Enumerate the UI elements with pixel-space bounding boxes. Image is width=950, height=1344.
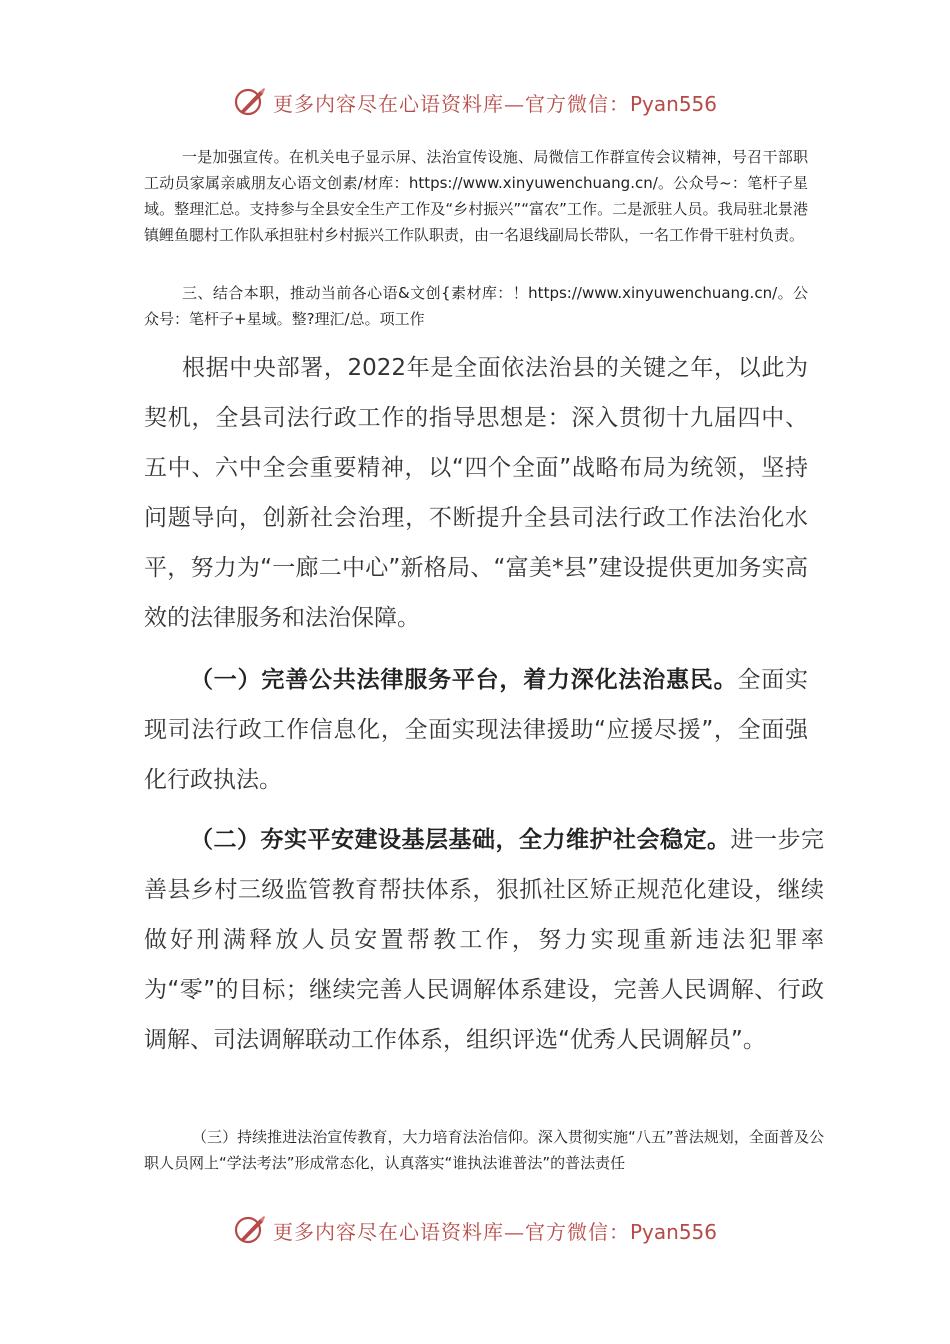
pen-logo-icon — [233, 85, 267, 119]
wechat-id: Pyan556 — [629, 91, 717, 116]
paragraph-section-three: 三、结合本职，推动当前各心语&文创{素材库：！https://www.xinyuwenchuang.cn/。公众号：笔杆子+星域。整?理汇/总。项工作 — [144, 284, 808, 328]
banner-text: 更多内容尽在心语资料库—官方微信： — [272, 91, 630, 116]
paragraph-item-two — [144, 815, 824, 1065]
pen-logo-icon — [233, 1213, 267, 1247]
footer-banner — [0, 1208, 950, 1252]
paragraph-guiding-thought: 根据中央部署，2022年是全面依法治县的关键之年，以此为契机，全县司法行政工作的指导思想是：深入贯彻十九届四中、五中、六中全会重要精神，以“四个全面”战略布局为统领，坚持问题导向，创新社会治理，不断提升全县司法行政工作法治化水平，努力为“一廊二中心”新格局、“富美*县”建设提供更加务实高效的法律服务和法治保障。 — [144, 355, 808, 631]
paragraph-item-one — [144, 655, 808, 805]
paragraph-item-three: （三）持续推进法治宣传教育，大力培育法治信仰。深入贯彻实施“八五”普法规划，全面普及公职人员网上“学法考法”形成常态化，认真落实“谁执法谁普法”的普法责任 — [144, 1128, 824, 1172]
item-one-body: 全面实现司法行政工作信息化，全面实现法律援助“应援尽援”，全面强化行政执法。 — [144, 667, 809, 793]
banner-text: 更多内容尽在心语资料库—官方微信： — [272, 1219, 630, 1244]
item-one-heading: （一）完善公共法律服务平台，着力深化法治惠民。 — [190, 667, 738, 693]
header-banner — [0, 80, 950, 124]
item-two-heading: （二）夯实平安建设基层基础，全力维护社会稳定。 — [190, 827, 731, 853]
item-two-body: 进一步完善县乡村三级监管教育帮扶体系，狠抓社区矫正规范化建设，继续做好刑满释放人员安置帮教工作，努力实现重新违法犯罪率为“零”的目标；继续完善人民调解体系建设，完善人民调解、行政调解、司法调解联动工作体系，组织评选“优秀人民调解员”。 — [144, 827, 824, 1053]
wechat-id: Pyan556 — [629, 1219, 717, 1244]
paragraph-publicity: 一是加强宣传。在机关电子显示屏、法治宣传设施、局微信工作群宣传会议精神，号召干部职工动员家属亲戚朋友心语文创素/材库：https://www.xinyuwenchuang.cn/。公众号~：笔杆子星域。整理汇总。支持参与全县安全生产工作及“乡村振兴”“富农”工作。二是派驻人员。我局驻北景港镇鲤鱼腮村工作队承担驻村乡村振兴工作队职责，由一名退线副局长带队，一名工作骨干驻村负责。 — [144, 148, 808, 244]
